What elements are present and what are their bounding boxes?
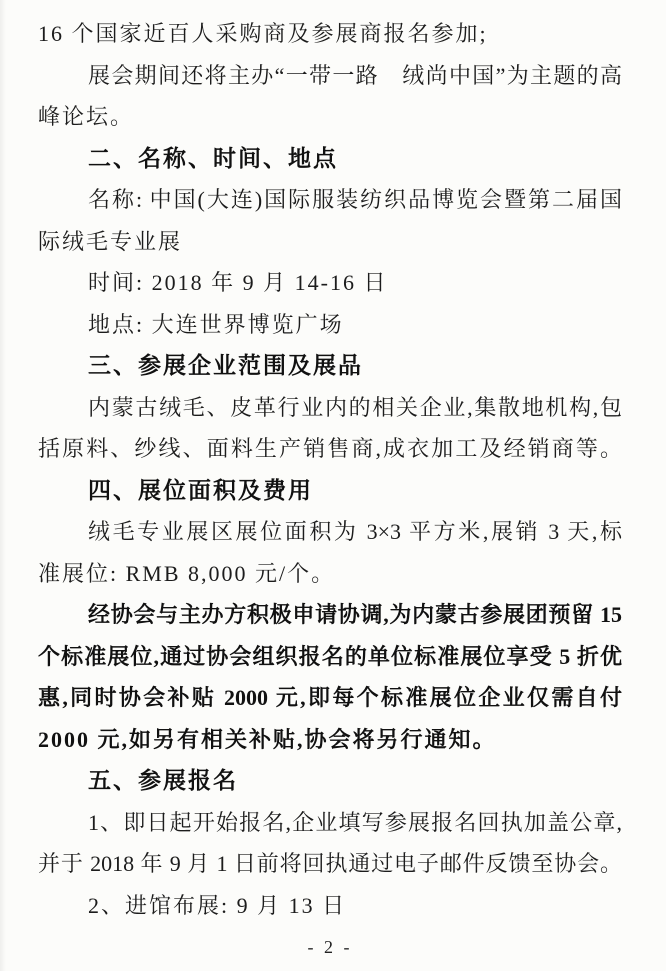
- page-number: - 2 -: [307, 937, 353, 957]
- paragraph-line: 括原料、纱线、面料生产销售商,成衣加工及经销商等。: [38, 436, 622, 461]
- booth-price-line: 准展位: RMB 8,000 元/个。: [38, 560, 336, 586]
- registration-step-line: 1、即日起开始报名,企业填写参展报名回执加盖公章,: [88, 809, 622, 835]
- section-heading-4: 四、展位面积及费用: [88, 476, 313, 503]
- exhibition-name-line: 名称: 中国(大连)国际服装纺织品博览会暨第二届国: [88, 187, 622, 212]
- section-heading-5: 五、参展报名: [88, 767, 238, 793]
- exhibition-place-line: 地点: 大连世界博览广场: [88, 311, 344, 337]
- setup-date-line: 2、进馆布展: 9 月 13 日: [88, 892, 347, 918]
- subsidy-notice-line: 2000 元,如另有相关补贴,协会将另行通知。: [38, 726, 497, 752]
- booth-price-line: 绒毛专业展区展位面积为 3×3 平方米,展销 3 天,标: [88, 519, 622, 544]
- paragraph-line: 内蒙古绒毛、皮革行业内的相关企业,集散地机构,包: [88, 394, 622, 420]
- paragraph-line: 展会期间还将主办“一带一路 绒尚中国”为主题的高: [88, 62, 622, 88]
- paragraph-line: 峰论坛。: [38, 104, 135, 129]
- registration-step-line: 并于 2018 年 9 月 1 日前将回执通过电子邮件反馈至协会。: [38, 851, 622, 876]
- section-heading-2: 二、名称、时间、地点: [88, 144, 338, 171]
- paragraph-line: 16 个国家近百人采购商及参展商报名参加;: [38, 21, 488, 46]
- exhibition-date-line: 时间: 2018 年 9 月 14-16 日: [88, 270, 388, 295]
- section-heading-3: 三、参展企业范围及展品: [88, 352, 363, 378]
- subsidy-notice-line: 个标准展位,通过协会组织报名的单位标准展位享受 5 折优: [38, 643, 622, 669]
- exhibition-name-line: 际绒毛专业展: [38, 228, 183, 254]
- subsidy-notice-line: 惠,同时协会补贴 2000 元,即每个标准展位企业仅需自付: [38, 685, 622, 710]
- subsidy-notice-line: 经协会与主办方积极申请协调,为内蒙古参展团预留 15: [88, 602, 622, 627]
